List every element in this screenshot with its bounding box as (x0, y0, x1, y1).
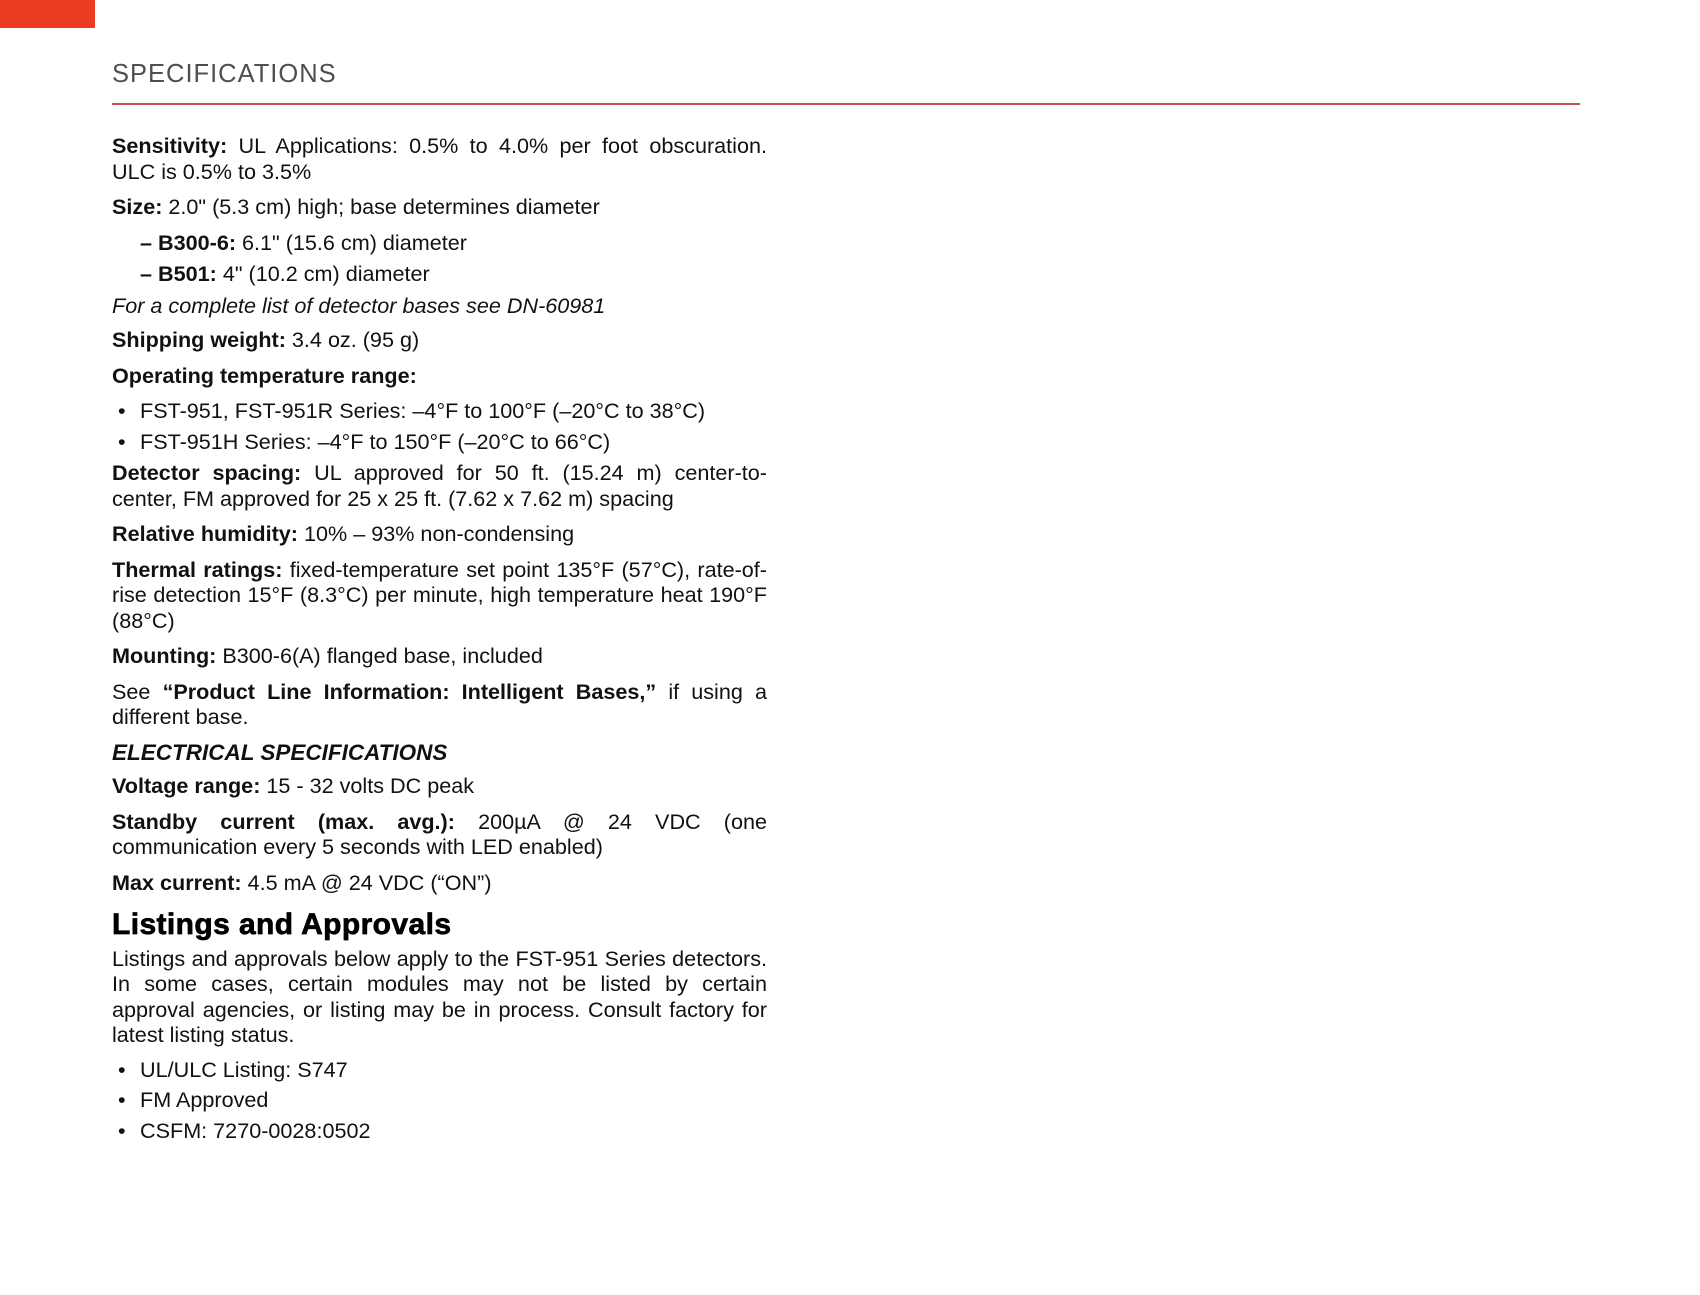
spec-label: Detector spacing: (112, 460, 302, 485)
list-item-text: FST-951, FST-951R Series: –4°F to 100°F (–20°C to 38°C) (140, 398, 706, 423)
list-item-text: FST-951H Series: –4°F to 150°F (–20°C to 66°C) (140, 428, 611, 454)
temp-range-list (112, 398, 767, 454)
bullet-icon: • (118, 398, 126, 423)
bullet-icon: • (118, 1087, 126, 1112)
spec-label: Relative humidity: (112, 521, 298, 546)
spec-label: Shipping weight: (112, 327, 286, 352)
spec-label: Voltage range: (112, 773, 261, 798)
see-bases-note (112, 679, 767, 730)
spec-shipping-weight (112, 327, 767, 353)
note-suffix: if using a different base. (112, 678, 768, 729)
spec-value: 4.5 mA @ 24 VDC (“ON”) (241, 869, 492, 895)
spec-thermal-ratings (112, 557, 767, 634)
list-item (112, 429, 767, 455)
spec-relative-humidity (112, 521, 767, 547)
spec-value: 4" (10.2 cm) diameter (216, 261, 430, 286)
spec-value: fixed-temperature set point 135°F (57°C), rate-of-rise detection 15°F (8.3°C) per minute, high temperature heat 190°F (88°C) (112, 556, 767, 633)
spec-sensitivity (112, 133, 767, 184)
listings-list (112, 1057, 767, 1144)
spec-label: Operating temperature range: (112, 362, 417, 388)
spec-value: 200µA @ 24 VDC (one communication every 5 seconds with LED enabled) (112, 808, 767, 859)
spec-label: Standby current (max. avg.): (112, 808, 455, 834)
bullet-icon: • (118, 1056, 126, 1082)
list-item (112, 1087, 767, 1113)
list-item (112, 1057, 767, 1083)
list-item (112, 1118, 767, 1144)
spec-label: Max current: (112, 869, 242, 895)
spec-value: 2.0" (5.3 cm) high; base determines diameter (162, 194, 600, 219)
listings-intro: Listings and approvals below apply to the FST-951 Series detectors. In some cases, certain modules may not be listed by certain approval agencies, or listing may be in process. Consult factory for latest listing status. (112, 945, 767, 1047)
page-title: SPECIFICATIONS (112, 60, 337, 88)
spec-base-b300 (140, 230, 767, 256)
spec-label: Size: (112, 194, 163, 219)
spec-base-b501 (140, 261, 767, 287)
title-divider (112, 103, 1580, 105)
list-item-text: CSFM: 7270-0028:0502 (140, 1117, 371, 1143)
note-bold: “Product Line Information: Intelligent Bases,” (162, 678, 657, 704)
spec-value: 3.4 oz. (95 g) (285, 327, 420, 352)
electrical-specifications-heading: ELECTRICAL SPECIFICATIONS (112, 739, 448, 765)
spec-standby-current (112, 809, 767, 860)
spec-max-current (112, 870, 767, 896)
spec-value: 6.1" (15.6 cm) diameter (236, 229, 467, 255)
list-item-text: FM Approved (140, 1087, 269, 1112)
spec-label: – B501: (140, 261, 217, 286)
detector-bases-note: For a complete list of detector bases see DN-60981 (112, 292, 606, 318)
spec-mounting (112, 643, 767, 669)
spec-operating-temp-label (112, 363, 767, 389)
spec-value: 15 - 32 volts DC peak (260, 773, 475, 798)
spec-detector-spacing (112, 460, 767, 511)
note-prefix: See (112, 678, 163, 704)
spec-value: UL approved for 50 ft. (15.24 m) center-to-center, FM approved for 25 x 25 ft. (7.62 x 7.62 m) spacing (112, 460, 767, 511)
list-item-text: UL/ULC Listing: S747 (140, 1056, 348, 1082)
spec-value: 10% – 93% non-condensing (297, 521, 575, 546)
listings-approvals-heading: Listings and Approvals (112, 908, 452, 941)
red-corner-mark (0, 0, 95, 28)
spec-column (112, 133, 767, 1149)
spec-label: Thermal ratings: (112, 556, 283, 582)
list-item (112, 398, 767, 424)
bullet-icon: • (118, 428, 126, 454)
spec-label: Mounting: (112, 643, 217, 668)
spec-value: UL Applications: 0.5% to 4.0% per foot obscuration. ULC is 0.5% to 3.5% (112, 133, 767, 184)
bullet-icon: • (118, 1117, 126, 1143)
spec-label: – B300-6: (140, 229, 237, 255)
spec-label: Sensitivity: (112, 133, 228, 158)
spec-value: B300-6(A) flanged base, included (216, 643, 543, 668)
spec-voltage-range (112, 773, 767, 799)
spec-size (112, 194, 767, 220)
